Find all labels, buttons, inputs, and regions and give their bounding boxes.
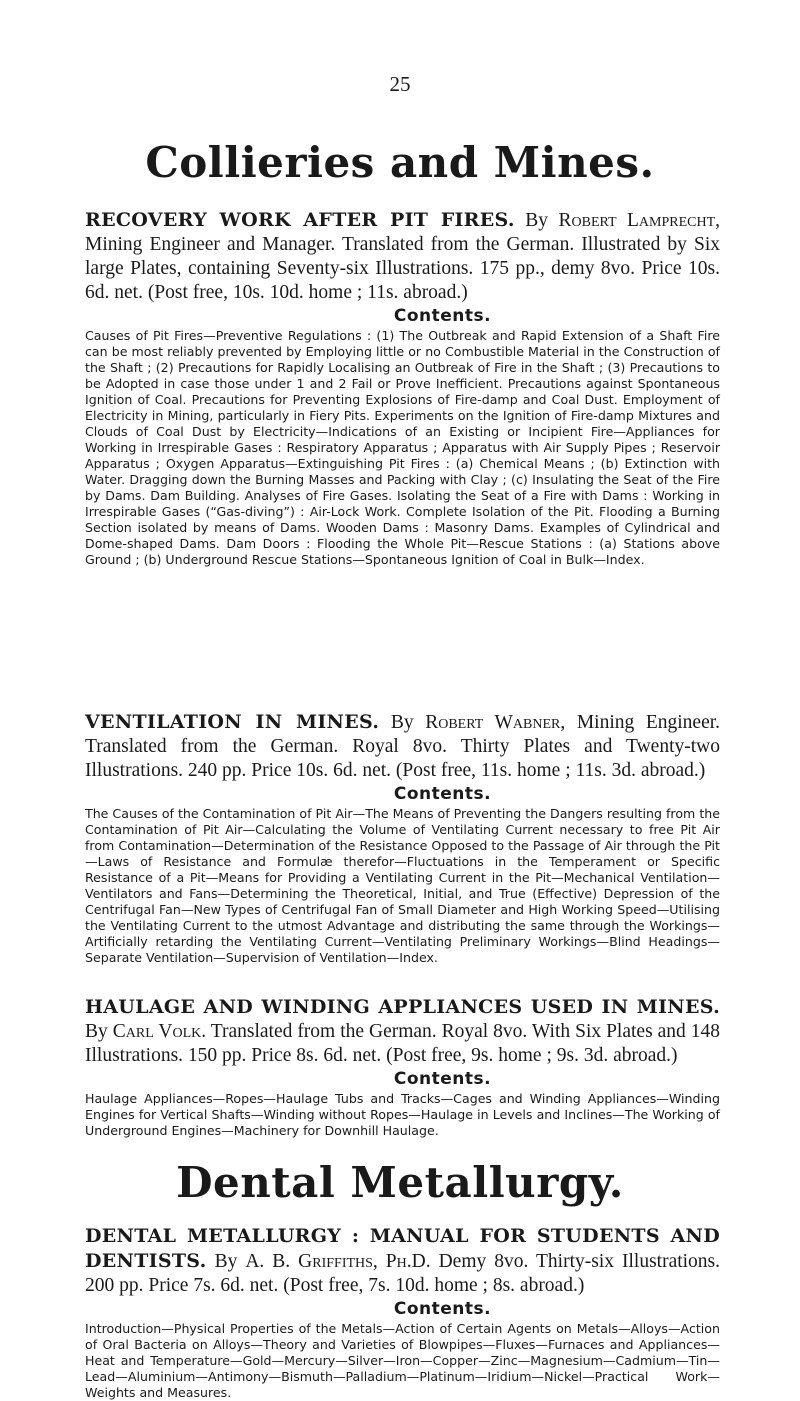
- book-details: Mining Engineer and Manager. Translated from the German. Illustrated by Six large Plates, containing Seventy-six Illustrations. 175 pp., demy 8vo. Price 10s. 6d. net. (Post free, 10s. 10d. home ; 11s. abroad.): [85, 234, 720, 303]
- entry-description: [85, 1224, 720, 1298]
- entry-description: [85, 710, 720, 783]
- book-title: RECOVERY WORK AFTER PIT FIRES.: [85, 209, 515, 231]
- contents-label: Contents.: [393, 784, 492, 804]
- by-label: By: [214, 1251, 238, 1272]
- author-name: Robert Wabner,: [425, 712, 566, 733]
- contents-label: Contents.: [393, 306, 492, 326]
- book-entry-ventilation: [85, 710, 720, 966]
- contents-label: Contents.: [393, 1299, 492, 1319]
- book-entry-recovery-work: [85, 208, 720, 568]
- book-title: DENTAL METALLURGY : MANUAL FOR STUDENTS AND DENTISTS.: [85, 1225, 720, 1272]
- book-details: Translated from the German. Royal 8vo. With Six Plates and 148 Illustrations. 150 pp. Price 8s. 6d. net. (Post free, 9s. home ; 9s. 3d. abroad.): [85, 1021, 721, 1066]
- entry-description: [85, 995, 720, 1068]
- contents-list: Causes of Pit Fires—Preventive Regulations : (1) The Outbreak and Rapid Extension of a Shaft Fire can be most reliably prevented by Employing little or no Combustible Material in the Construction of the Shaft ; (2) Precautions for Rapidly Localising an Outbreak of Fire in the Shaft ; (3) Precautions to be Adopted in case those under 1 and 2 Fail or Prove Inefficient. Precautions against Spontaneous Ignition of Coal. Precautions for Preventing Explosions of Fire-damp and Coal Dust. Employment of Electricity in Mining, particularly in Fiery Pits. Experiments on the Ignition of Fire-damp Mixtures and Clouds of Coal Dust by Electricity—Indications of an Existing or Incipient Fire—Appliances for Working in Irrespirable Gases : Respiratory Apparatus ; Apparatus with Air Supply Pipes ; Reservoir Apparatus ; Oxygen Apparatus—Extinguishing Pit Fires : (a) Chemical Means ; (b) Extinction with Water. Dragging down the Burning Masses and Packing with Clay ; (c) Insulating the Seat of the Fire by Dams. Dam Building. Analyses of Fire Gases. Isolating the Seat of a Fire with Dams : Working in Irrespirable Gases (“Gas-diving”) : Air-Lock Work. Complete Isolation of the Pit. Flooding a Burning Section isolated by means of Dams. Wooden Dams : Masonry Dams. Examples of Cylindrical and Dome-shaped Dams. Dam Doors : Flooding the Whole Pit—Rescue Stations : (a) Stations above Ground ; (b) Underground Rescue Stations—Spontaneous Ignition of Coal in Bulk—Index.: [85, 328, 720, 567]
- book-details: Mining Engineer. Translated from the German. Royal 8vo. Thirty Plates and Twenty-two Illustrations. 240 pp. Price 10s. 6d. net. (Post free, 11s. home ; 11s. 3d. abroad.): [85, 712, 721, 781]
- contents-label: Contents.: [393, 1069, 492, 1089]
- book-title: HAULAGE AND WINDING APPLIANCES USED IN MINES.: [85, 996, 720, 1018]
- book-entry-dental-metallurgy: [85, 1224, 720, 1401]
- section-heading-collieries: Collieries and Mines.: [145, 138, 655, 187]
- book-details: Demy 8vo. Thirty-six Illustrations. 200 pp. Price 7s. 6d. net. (Post free, 7s. 10d. home ; 8s. abroad.): [85, 1251, 721, 1296]
- author-name: Robert Lamprecht,: [558, 210, 721, 231]
- section-heading-dental-metallurgy: Dental Metallurgy.: [176, 1158, 624, 1207]
- page-number: 25: [389, 72, 411, 96]
- by-label: By: [390, 712, 414, 733]
- contents-list: The Causes of the Contamination of Pit Air—The Means of Preventing the Dangers resulting from the Contamination of Pit Air—Calculating the Volume of Ventilating Current necessary to free Pit Air from Contamination—Determination of the Resistance Opposed to the Passage of Air through the Pit—Laws of Resistance and Formulæ therefor—Fluctuations in the Temperament or Specific Resistance of a Pit—Means for Providing a Ventilating Current in the Pit—Mechanical Ventilation—Ventilators and Fans—Determining the Theoretical, Initial, and True (Effective) Depression of the Centrifugal Fan—New Types of Centrifugal Fan of Small Diameter and High Working Speed—Utilising the Ventilating Current to the utmost Advantage and distributing the same through the Workings—Artificially retarding the Ventilating Current—Ventilating Preliminary Workings—Blind Headings—Separate Ventilation—Supervision of Ventilation—Index.: [85, 806, 720, 965]
- by-label: By: [525, 210, 549, 231]
- entry-description: [85, 208, 720, 305]
- book-entry-haulage: [85, 995, 720, 1139]
- contents-list: Haulage Appliances—Ropes—Haulage Tubs and Tracks—Cages and Winding Appliances—Winding Engines for Vertical Shafts—Winding without Ropes—Haulage in Levels and Inclines—The Working of Underground Engines—Machinery for Downhill Haulage.: [85, 1091, 720, 1138]
- by-label: By: [85, 1021, 108, 1042]
- author-name: A. B. Griffiths, Ph.D.: [245, 1251, 431, 1272]
- book-title: VENTILATION IN MINES.: [85, 711, 380, 733]
- contents-list: Introduction—Physical Properties of the Metals—Action of Certain Agents on Metals—Alloys—Action of Oral Bacteria on Alloys—Theory and Varieties of Blowpipes—Fluxes—Furnaces and Appliances—Heat and Temperature—Gold—Mercury—Silver—Iron—Copper—Zinc—Magnesium—Cadmium—Tin—Lead—Aluminium—Antimony—Bismuth—Palladium—Platinum—Iridium—Nickel—Practical Work—Weights and Measures.: [85, 1321, 720, 1400]
- author-name: Carl Volk.: [112, 1021, 207, 1042]
